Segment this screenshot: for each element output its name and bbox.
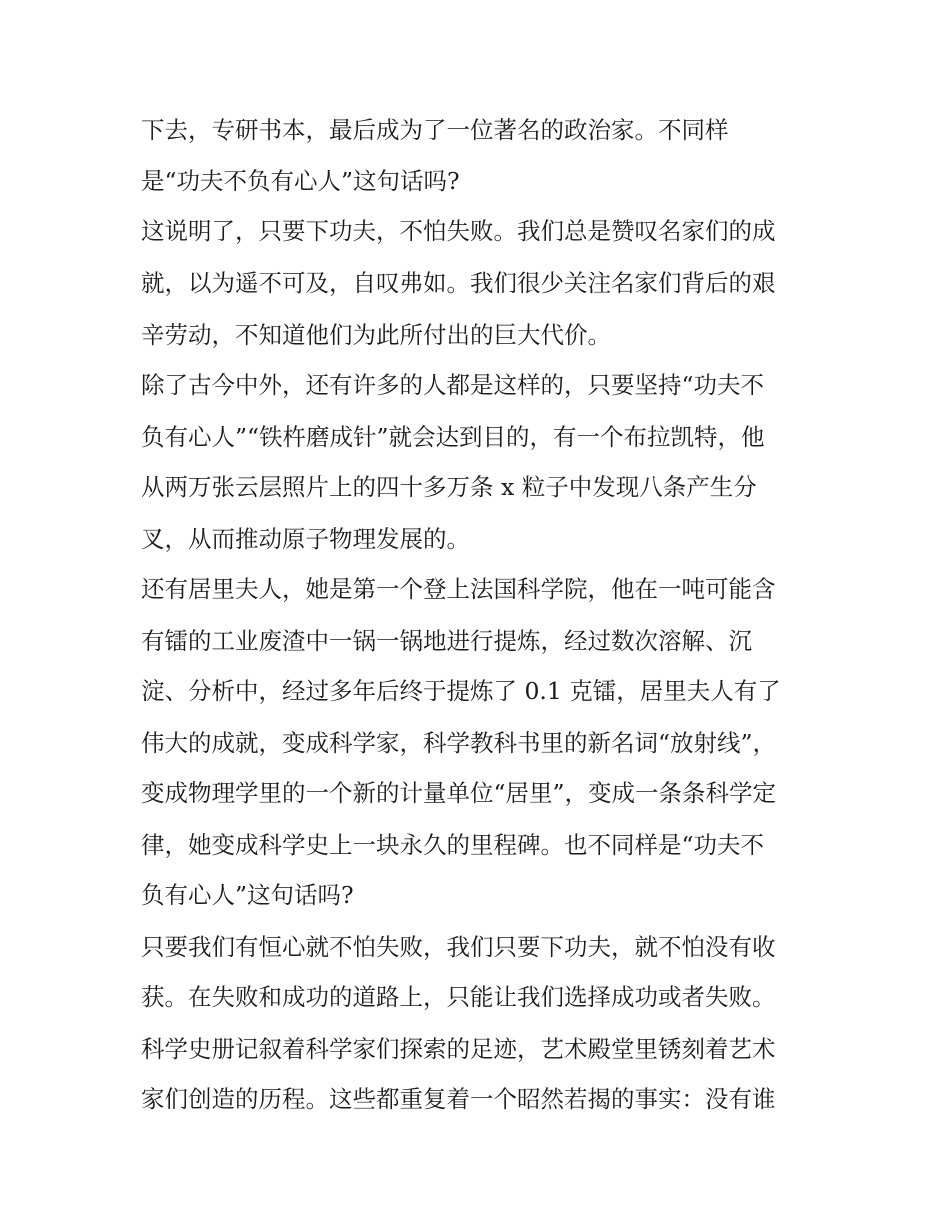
text-line: 下去，专研书本，最后成为了一位著名的政治家。不同样: [141, 116, 729, 144]
text-line: 负有心人”“铁杵磨成针”就会达到目的，有一个布拉凯特，他: [141, 423, 765, 451]
text-line: 就，以为遥不可及，自叹弗如。我们很少关注名家们背后的艰: [141, 269, 776, 297]
text-line: 伟大的成就，变成科学家，科学教科书里的新名词“放射线”，: [141, 729, 777, 757]
text-line: 负有心人”这句话吗?: [141, 881, 354, 909]
text-line: 从两万张云层照片上的四十多万条 x 粒子中发现八条产生分: [141, 473, 757, 501]
text-line: 除了古今中外，还有许多的人都是这样的，只要坚持“功夫不: [141, 371, 765, 399]
text-line: 有镭的工业废渣中一锅一锅地进行提炼，经过数次溶解、沉: [141, 627, 752, 655]
text-line: 这说明了，只要下功夫，不怕失败。我们总是赞叹名家们的成: [141, 217, 776, 245]
text-line: 还有居里夫人，她是第一个登上法国科学院，他在一吨可能含: [141, 575, 776, 603]
text-line: 律，她变成科学史上一块永久的里程碑。也不同样是“功夫不: [141, 831, 765, 859]
text-line: 获。在失败和成功的道路上，只能让我们选择成功或者失败。: [141, 983, 776, 1011]
text-line: 科学史册记叙着科学家们探索的足迹，艺术殿堂里锈刻着艺术: [141, 1035, 776, 1063]
text-line: 辛劳动，不知道他们为此所付出的巨大代价。: [141, 321, 611, 349]
text-line: 只要我们有恒心就不怕失败，我们只要下功夫，就不怕没有收: [141, 933, 776, 961]
text-line: 是“功夫不负有心人”这句话吗?: [141, 167, 460, 195]
text-line: 淀、分析中，经过多年后终于提炼了 0.1 克镭，居里夫人有了: [141, 677, 781, 705]
text-line: 家们创造的历程。这些都重复着一个昭然若揭的事实：没有谁: [141, 1085, 776, 1113]
text-line: 叉，从而推动原子物理发展的。: [141, 525, 470, 553]
text-line: 变成物理学里的一个新的计量单位“居里”，变成一条条科学定: [141, 779, 777, 807]
